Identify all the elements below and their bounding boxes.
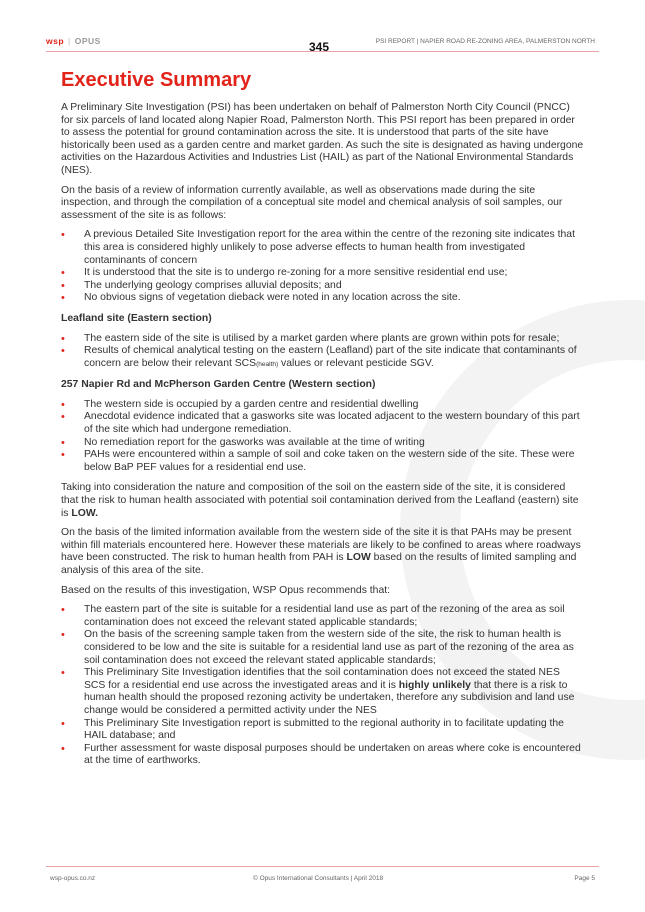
leafland-heading: Leafland site (Eastern section) xyxy=(61,312,212,324)
list-item: • No remediation report for the gasworks was available at the time of writing xyxy=(61,437,584,450)
list-item: • This Preliminary Site Investigation identifies that the soil contamination does not exceed the stated NES SCS for a residential end use across the investigated areas and it is highly unlikely that there is a risk to human health should the proposed rezoning activity be undertaken, therefore any subdivision and land use change would be considered a permitted activity under the NES xyxy=(61,667,584,717)
list-item: • This Preliminary Site Investigation report is submitted to the regional authority in to facilitate updating the HAIL database; and xyxy=(61,718,584,743)
list-item: • Anecdotal evidence indicated that a gasworks site was located adjacent to the western boundary of this part of the site which had undergone remediation. xyxy=(61,411,584,436)
list-item: • The underlying geology comprises alluvial deposits; and xyxy=(61,280,584,293)
napier-heading: 257 Napier Rd and McPherson Garden Centre (Western section) xyxy=(61,379,376,391)
footer-copyright: © Opus International Consultants | April 2018 xyxy=(253,875,384,882)
footer-page-number: Page 5 xyxy=(574,875,595,882)
intro-paragraph: A Preliminary Site Investigation (PSI) has been undertaken on behalf of Palmerston North City Council (PNCC) for six parcels of land located along Napier Road, Palmerston North. This PSI report has been prepared in order to assess the potential for ground contamination across the site. It is understood that parts of the site have historically been used as a garden centre and market garden. As such the site is designated as having undergone activities on the Hazardous Activities and Industries List (HAIL) as part of the National Environmental Standards (NES). xyxy=(61,102,584,176)
document-body xyxy=(61,68,584,776)
list-item: • No obvious signs of vegetation dieback were noted in any location across the site. xyxy=(61,292,584,305)
list-item: • The eastern part of the site is suitable for a residential land use as part of the rezoning of the area as soil contamination does not exceed the relevant stated applicable standards; xyxy=(61,604,584,629)
basis-paragraph: On the basis of a review of information currently available, as well as observations made during the site inspection, and through the compilation of a conceptual site model and chemical analysis of soil samples, our assessment of the site is as follows: xyxy=(61,184,563,221)
footer-website: wsp-opus.co.nz xyxy=(50,875,96,882)
list-item: • Results of chemical analytical testing on the eastern (Leafland) part of the site indicate that contaminants of concern are below their relevant SCS(health) values or relevant pesticide SGV. xyxy=(61,345,584,371)
list-item: • Further assessment for waste disposal purposes should be undertaken on areas where coke is encountered at the time of earthworks. xyxy=(61,743,584,768)
napier-list xyxy=(61,399,584,475)
conclusion-east-paragraph: Taking into consideration the nature and composition of the soil on the eastern side of the site, it is considered that the risk to human health associated with potential soil contamination derived from the Leafland (eastern) site is LOW. xyxy=(61,482,579,519)
conclusion-west-paragraph: On the basis of the limited information available from the western side of the site it is that PAHs may be present within fill materials encountered here. However these materials are likely to be confined to areas where roadways have been constructed. The risk to human health from PAH is LOW based on the results of limited sampling and analysis of this area of the site. xyxy=(61,527,581,576)
list-item: • The eastern side of the site is utilised by a market garden where plants are grown within pots for resale; xyxy=(61,333,584,346)
list-item: • A previous Detailed Site Investigation report for the area within the centre of the rezoning site indicates that this area is considered highly unlikely to pose adverse effects to human health from investigated contaminants of concern xyxy=(61,229,584,267)
footer-rule xyxy=(46,866,599,867)
page-title: Executive Summary xyxy=(61,69,252,91)
recommend-intro-paragraph: Based on the results of this investigation, WSP Opus recommends that: xyxy=(61,584,391,596)
leafland-list xyxy=(61,333,584,372)
page-number-top: 345 xyxy=(309,40,330,54)
list-item: • PAHs were encountered within a sample of soil and coke taken on the western side of the site. These were below BaP PEF values for a residential end use. xyxy=(61,449,584,474)
assessment-list xyxy=(61,229,584,305)
list-item: • The western side is occupied by a garden centre and residential dwelling xyxy=(61,399,584,412)
recommendations-list xyxy=(61,604,584,768)
list-item: • On the basis of the screening sample taken from the western side of the site, the risk to human health is considered to be low and the site is suitable for a residential land use as part of the rezoning of the area as soil contamination does not exceed the relevant stated applicable standards; xyxy=(61,629,584,667)
header-rule xyxy=(46,51,599,52)
report-title-header: PSI REPORT | NAPIER ROAD RE-ZONING AREA, PALMERSTON NORTH xyxy=(375,38,595,45)
list-item: • It is understood that the site is to undergo re-zoning for a more sensitive residential end use; xyxy=(61,267,584,280)
company-logo: wsp | OPUS xyxy=(46,36,101,46)
